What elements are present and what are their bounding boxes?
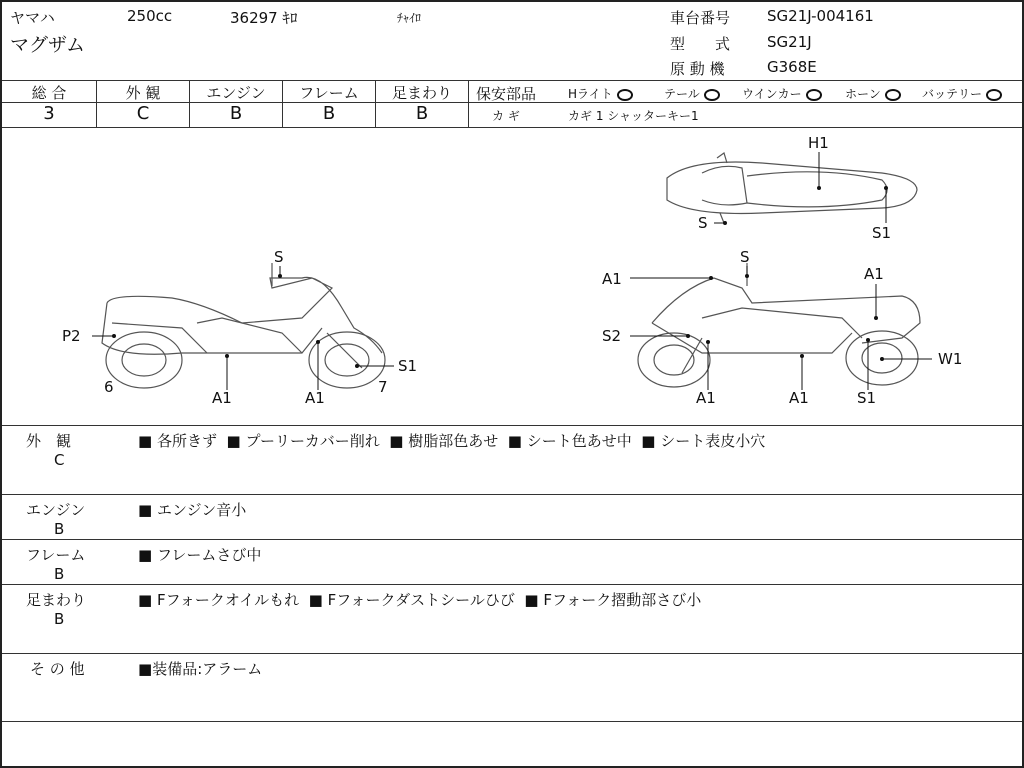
remark-item: 樹脂部色あせ xyxy=(408,432,499,450)
diagram-label: A1 xyxy=(789,389,809,407)
grade-value-overall: 3 xyxy=(43,103,55,124)
diagram-label: S xyxy=(698,214,708,232)
safety-item-label: ホーン xyxy=(845,87,881,101)
diagram-label: S1 xyxy=(857,389,877,407)
section-label-frame: フレーム xyxy=(26,546,86,564)
remark-item: フレームさび中 xyxy=(156,546,262,564)
diagram-label: A1 xyxy=(864,265,884,283)
diagram-label: 6 xyxy=(104,378,114,396)
grade-label-suspension: 足まわり xyxy=(391,84,452,102)
scooter-side-left-drawing xyxy=(102,263,385,388)
safety-item-headlight xyxy=(568,85,633,102)
diagram-label: H1 xyxy=(808,134,829,152)
section-items-frame: ■ フレームさび中 xyxy=(138,546,262,564)
divider xyxy=(2,721,1022,722)
diagram-label: A1 xyxy=(212,389,232,407)
remark-item: 装備品:アラーム xyxy=(152,660,263,678)
divider xyxy=(468,80,469,127)
divider xyxy=(2,653,1022,654)
engine-code: G368E xyxy=(767,58,817,76)
section-items-engine: ■ エンジン音小 xyxy=(138,501,247,519)
diagram-label: S xyxy=(740,248,750,266)
diagram-leaders xyxy=(92,152,932,390)
divider xyxy=(468,102,1022,103)
model-label: 型 式 xyxy=(670,35,731,53)
grade-value-frame: B xyxy=(322,103,336,124)
section-items-suspension: ■ Fフォークオイルもれ ■ Fフォークダストシールひび ■ Fフォーク摺動部さび小 xyxy=(138,591,702,609)
grade-value-suspension: B xyxy=(415,103,429,124)
section-items-exterior: ■ 各所きず ■ プーリーカバー削れ ■ 樹脂部色あせ ■ シート色あせ中 ■ シート表皮小穴 xyxy=(138,432,766,450)
model-code: SG21J xyxy=(767,33,812,51)
safety-label: 保安部品 xyxy=(476,85,537,103)
safety-item-tail xyxy=(664,85,720,102)
safety-item-label: Hライト xyxy=(568,87,613,101)
diagram-label: P2 xyxy=(62,327,81,345)
key-label: カ ギ xyxy=(492,109,520,123)
ok-circle-icon xyxy=(806,89,822,101)
divider xyxy=(2,80,1022,81)
frame-no-label: 車台番号 xyxy=(670,9,731,27)
section-items-other: ■装備品:アラーム xyxy=(138,660,263,678)
diagram-label: A1 xyxy=(696,389,716,407)
ok-circle-icon xyxy=(617,89,633,101)
grade-label-overall: 総 合 xyxy=(31,84,67,102)
remark-item: Fフォークオイルもれ xyxy=(156,591,300,609)
mileage: 36297 ｷﾛ xyxy=(230,9,298,27)
section-label-suspension: 足まわり xyxy=(26,591,87,609)
section-label-other: そ の 他 xyxy=(30,660,85,678)
ok-circle-icon xyxy=(986,89,1002,101)
section-grade-frame: B xyxy=(54,565,65,583)
diagram-label: A1 xyxy=(305,389,325,407)
diagram-label: W1 xyxy=(938,350,963,368)
remark-item: Fフォークダストシールひび xyxy=(327,591,515,609)
safety-item-label: ウインカー xyxy=(742,87,802,101)
section-grade-exterior: C xyxy=(54,451,65,469)
diagram-markers xyxy=(112,186,888,368)
divider xyxy=(2,584,1022,585)
diagram-label: 7 xyxy=(378,378,388,396)
scooter-top-drawing xyxy=(667,153,917,223)
safety-item-label: テール xyxy=(664,87,700,101)
remark-item: シート色あせ中 xyxy=(526,432,632,450)
ok-circle-icon xyxy=(885,89,901,101)
frame-no: SG21J-004161 xyxy=(767,7,874,25)
grade-label-frame: フレーム xyxy=(299,84,359,102)
grade-label-exterior: 外 観 xyxy=(125,84,161,102)
diagram-label: S1 xyxy=(872,224,892,242)
section-label-exterior: 外 観 xyxy=(26,432,72,450)
diagram-label: S1 xyxy=(398,357,418,375)
grade-label-engine: エンジン xyxy=(206,84,266,102)
safety-item-label: バッテリー xyxy=(922,87,983,101)
remark-item: エンジン音小 xyxy=(156,501,247,519)
safety-item-winker xyxy=(742,85,822,102)
remark-item: プーリーカバー削れ xyxy=(245,432,380,450)
remark-item: シート表皮小穴 xyxy=(660,432,766,450)
divider xyxy=(2,425,1022,426)
engine-label: 原 動 機 xyxy=(670,60,725,78)
diagram-label: A1 xyxy=(602,270,622,288)
grade-value-engine: B xyxy=(229,103,243,124)
displacement: 250cc xyxy=(127,7,173,25)
safety-item-battery xyxy=(922,85,1002,102)
model-name: マグザム xyxy=(10,34,86,56)
section-grade-suspension: B xyxy=(54,610,65,628)
grade-value-exterior: C xyxy=(136,103,150,124)
safety-item-horn xyxy=(845,85,901,102)
diagram-label: S2 xyxy=(602,327,622,345)
maker: ヤマハ xyxy=(10,9,55,27)
section-grade-engine: B xyxy=(54,520,65,538)
diagram-label: S xyxy=(274,248,284,266)
color: ﾁｬｲﾛ xyxy=(397,11,422,25)
divider xyxy=(2,539,1022,540)
key-value: カギ 1 シャッターキー1 xyxy=(568,109,699,123)
remark-item: 各所きず xyxy=(156,432,217,450)
ok-circle-icon xyxy=(704,89,720,101)
section-label-engine: エンジン xyxy=(26,501,86,519)
remark-item: Fフォーク摺動部さび小 xyxy=(543,591,702,609)
damage-diagram xyxy=(2,128,1022,424)
divider xyxy=(2,494,1022,495)
